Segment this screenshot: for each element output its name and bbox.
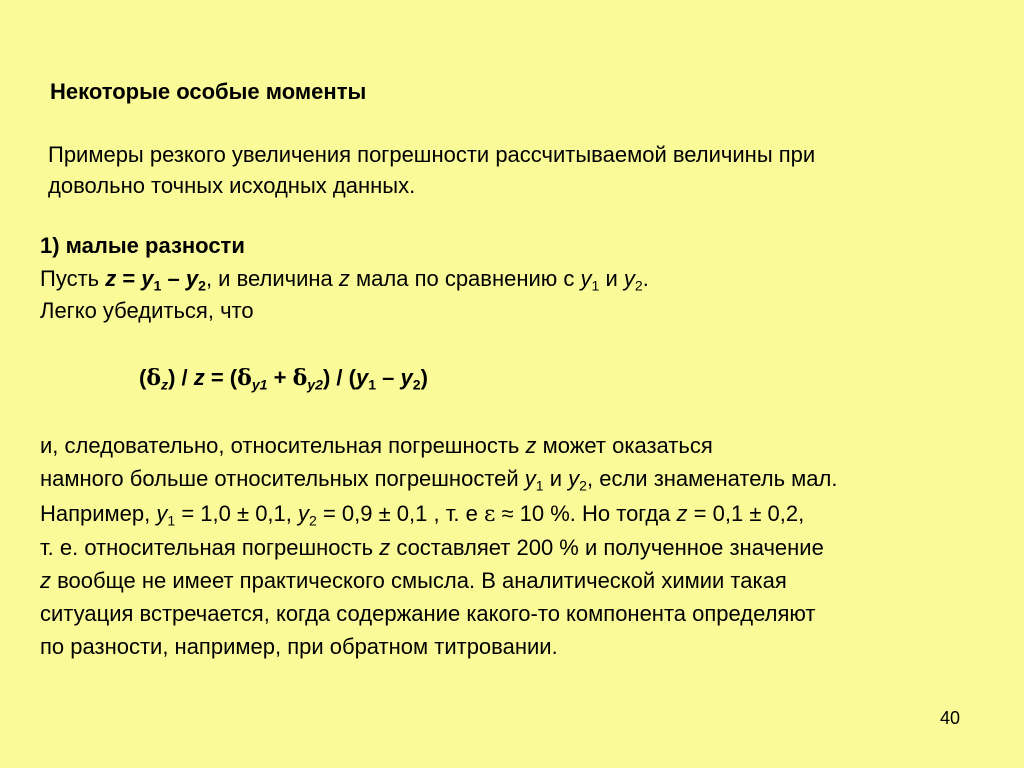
paragraph-line-6: ситуация встречается, когда содержание какого-то компонента определяют (40, 601, 816, 626)
paragraph-line-3: Например, $y_1 = 1,0 \pm 0,1$, $y_2 = 0,9 \pm 0,1$ , т. е ε ≈ 10 %. Но тогда z = 0,1 ± 0,2, (40, 501, 805, 529)
easy-to-verify-line: Легко убедиться, что (40, 298, 254, 323)
paragraph-line-4: т. е. относительная погрешность z составляет 200 % и полученное значение (40, 535, 824, 560)
definition-line: Пусть $z = y_1 - y_2$, и величина z мала по сравнению с $y_1$ и $y_2$. (40, 266, 649, 294)
intro-line-1: Примеры резкого увеличения погрешности рассчитываемой величины при (48, 142, 816, 167)
slide-heading: Некоторые особые моменты (50, 79, 367, 104)
relative-error-formula: $(\delta_z) / z = (\delta_{y1} + \delta_{y2}) / (y_1 - y_2)$ (139, 365, 428, 393)
page-number: 40 (940, 708, 961, 728)
paragraph-line-5: z вообще не имеет практического смысла. В аналитической химии такая (40, 568, 787, 593)
paragraph-line-2: намного больше относительных погрешностей $y_1$ и $y_2$, если знаменатель мал. (40, 466, 838, 494)
intro-line-2: довольно точных исходных данных. (48, 173, 416, 198)
paragraph-line-1: и, следовательно, относительная погрешность z может оказаться (40, 433, 713, 458)
section-title: 1) малые разности (40, 233, 245, 258)
paragraph-line-7: по разности, например, при обратном титровании. (40, 634, 558, 659)
